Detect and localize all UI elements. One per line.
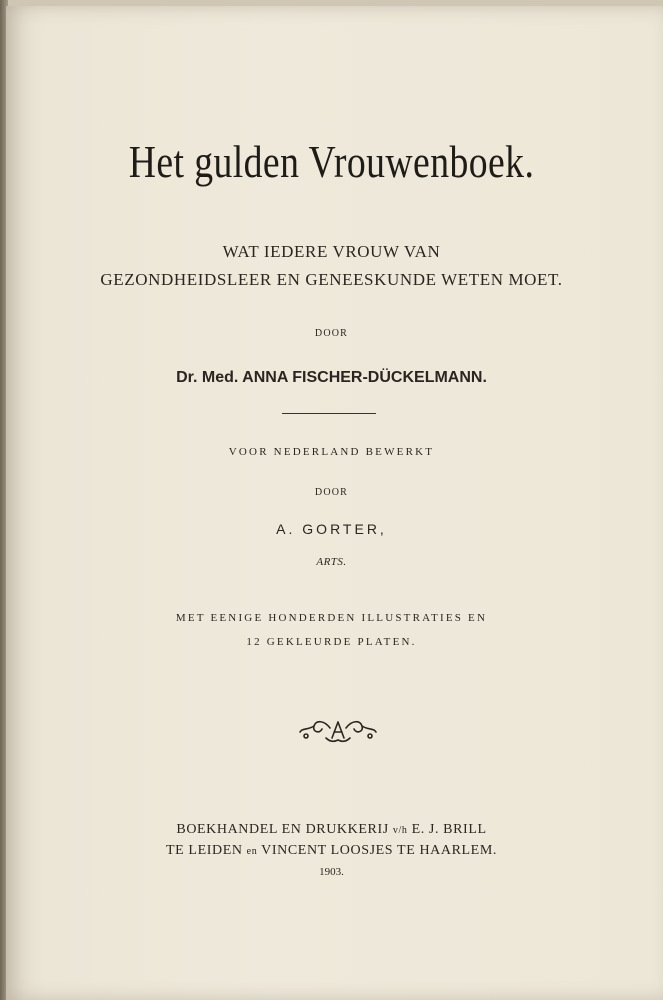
publisher-line-2: [0, 843, 663, 859]
by-label-2: DOOR: [314, 487, 349, 498]
ornament-icon: [296, 716, 380, 746]
publisher-city-leiden: TE LEIDEN: [166, 843, 243, 858]
publisher-line-1: [0, 822, 663, 838]
translator-name: A. GORTER,: [276, 521, 387, 537]
author-name: Dr. Med. ANNA FISCHER-DÜCKELMANN.: [176, 369, 487, 386]
publisher-en: en: [246, 846, 258, 857]
publisher-haarlem: VINCENT LOOSJES TE HAARLEM.: [261, 843, 497, 858]
illustrations-line-1: MET EENIGE HONDERDEN ILLUSTRATIES EN: [175, 612, 488, 624]
publisher-name: BOEKHANDEL EN DRUKKERIJ: [176, 822, 389, 837]
by-label-1: DOOR: [314, 328, 349, 339]
book-title: Het gulden Vrouwenboek.: [128, 136, 535, 187]
publication-year: 1903.: [319, 866, 344, 878]
subtitle-line-1: WAT IEDERE VROUW VAN: [222, 242, 441, 261]
publisher-brill: E. J. BRILL: [411, 822, 487, 837]
subtitle-line-2: GEZONDHEIDSLEER EN GENEESKUNDE WETEN MOET.: [100, 270, 563, 289]
divider-rule: [282, 413, 376, 414]
illustrations-line-2: 12 GEKLEURDE PLATEN.: [246, 636, 417, 648]
publisher-vh: v/h: [392, 825, 408, 836]
adaptation-note: VOOR NEDERLAND BEWERKT: [228, 446, 435, 458]
translator-title: ARTS.: [316, 556, 347, 568]
